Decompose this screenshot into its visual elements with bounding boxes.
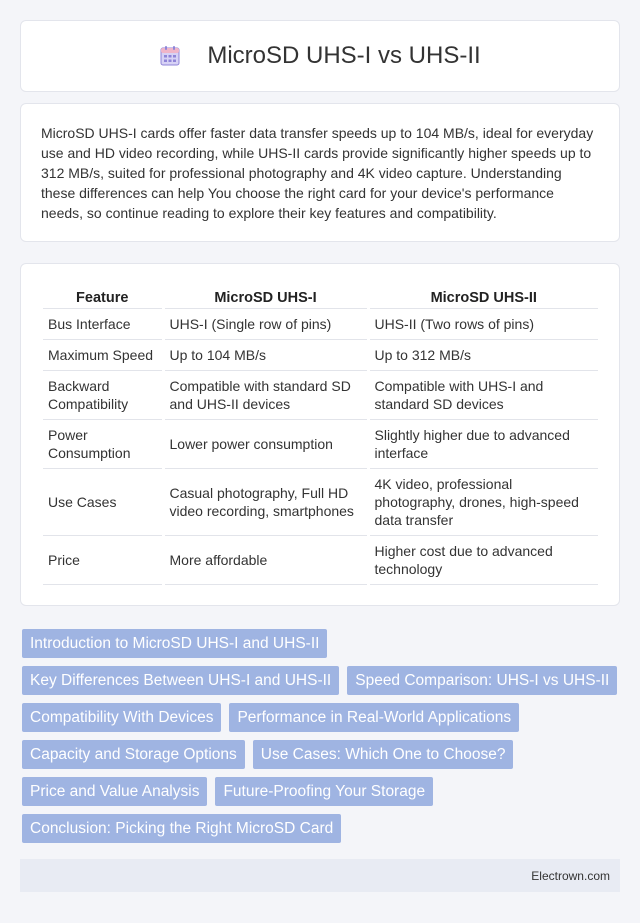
intro-card [20, 103, 620, 242]
uhs-i-cell: Up to 104 MB/s [163, 339, 368, 370]
table-row [43, 419, 598, 468]
comparison-table [43, 284, 598, 585]
topic-tag[interactable]: Key Differences Between UHS-I and UHS-II [22, 666, 339, 695]
header-feature: Feature [43, 284, 163, 308]
uhs-ii-cell: Up to 312 MB/s [368, 339, 598, 370]
topic-tag[interactable]: Capacity and Storage Options [22, 740, 245, 769]
feature-cell: Maximum Speed [43, 339, 163, 370]
uhs-i-cell: Compatible with standard SD and UHS-II devices [163, 370, 368, 419]
topic-tag[interactable]: Introduction to MicroSD UHS-I and UHS-II [22, 629, 327, 658]
tag-row [22, 814, 622, 843]
calendar-icon [159, 45, 181, 67]
tag-row [22, 703, 622, 732]
tag-row [22, 777, 622, 806]
footer [20, 859, 620, 892]
table-row [43, 339, 598, 370]
table-row [43, 370, 598, 419]
uhs-i-cell: UHS-I (Single row of pins) [163, 308, 368, 339]
title-card [20, 20, 620, 92]
feature-cell: Price [43, 535, 163, 584]
topic-tag[interactable]: Compatibility With Devices [22, 703, 221, 732]
uhs-i-cell: Lower power consumption [163, 419, 368, 468]
topic-tag[interactable]: Performance in Real-World Applications [229, 703, 519, 732]
header-uhs-i: MicroSD UHS-I [163, 284, 368, 308]
intro-paragraph: MicroSD UHS-I cards offer faster data transfer speeds up to 104 MB/s, ideal for everyday use and HD video recording, while UHS-II cards provide significantly higher speeds up to 312 MB/s, suited for professional photography and 4K video capture. Understanding these differences can help You choose the right card for your device's performance needs, so continue reading to explore their key features and compatibility. [41, 125, 594, 221]
topic-tag[interactable]: Price and Value Analysis [22, 777, 207, 806]
topic-tag[interactable]: Conclusion: Picking the Right MicroSD Card [22, 814, 341, 843]
feature-cell: Bus Interface [43, 308, 163, 339]
feature-cell: Power Consumption [43, 419, 163, 468]
table-row [43, 308, 598, 339]
tag-row [22, 666, 622, 695]
comparison-table-card [20, 263, 620, 606]
uhs-ii-cell: Higher cost due to advanced technology [368, 535, 598, 584]
feature-cell: Use Cases [43, 468, 163, 535]
uhs-i-cell: Casual photography, Full HD video recording, smartphones [163, 468, 368, 535]
table-row [43, 535, 598, 584]
table-header-row [43, 284, 598, 308]
header-uhs-ii: MicroSD UHS-II [368, 284, 598, 308]
footer-brand[interactable]: Electrown.com [531, 868, 610, 883]
table-row [43, 468, 598, 535]
uhs-ii-cell: UHS-II (Two rows of pins) [368, 308, 598, 339]
topic-tag[interactable]: Future-Proofing Your Storage [215, 777, 433, 806]
tag-row [22, 629, 622, 658]
topic-tags [22, 629, 622, 851]
uhs-ii-cell: 4K video, professional photography, drones, high-speed data transfer [368, 468, 598, 535]
topic-tag[interactable]: Speed Comparison: UHS-I vs UHS-II [347, 666, 617, 695]
uhs-i-cell: More affordable [163, 535, 368, 584]
uhs-ii-cell: Slightly higher due to advanced interface [368, 419, 598, 468]
uhs-ii-cell: Compatible with UHS-I and standard SD devices [368, 370, 598, 419]
page-title: MicroSD UHS-I vs UHS-II [207, 42, 481, 69]
feature-cell: Backward Compatibility [43, 370, 163, 419]
tag-row [22, 740, 622, 769]
topic-tag[interactable]: Use Cases: Which One to Choose? [253, 740, 514, 769]
